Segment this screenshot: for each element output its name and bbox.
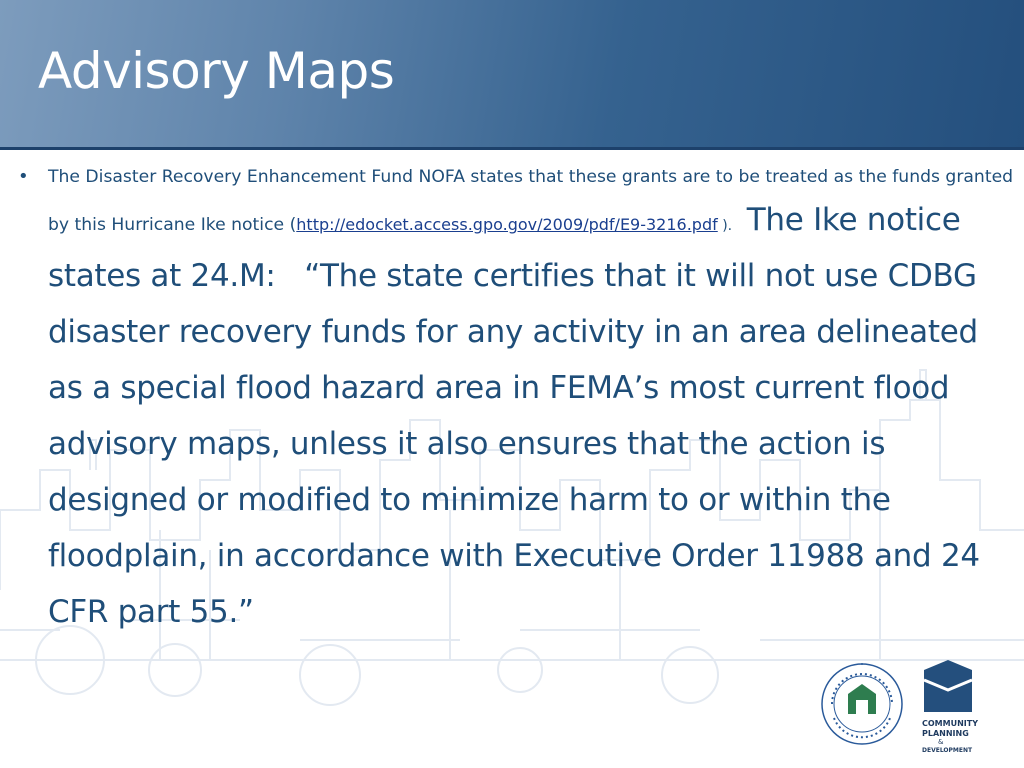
link-close-paren: ). bbox=[717, 218, 733, 234]
hud-seal-logo bbox=[822, 663, 902, 744]
footer-logos bbox=[818, 660, 1018, 760]
cpd-development: DEVELOPMENT bbox=[922, 747, 973, 754]
slide-header bbox=[0, 0, 1024, 150]
ike-notice-lead-text: The Ike notice states at 24.M: bbox=[48, 202, 961, 294]
nofa-intro-text: The Disaster Recovery Enhancement Fund NOFA states that these grants are to be treated as the funds granted by this Hurricane Ike notice ( bbox=[48, 167, 1014, 235]
cpd-logo bbox=[922, 660, 978, 754]
cpd-community: COMMUNITY bbox=[922, 719, 979, 728]
cpd-amp: & bbox=[938, 738, 944, 746]
ike-notice-lead bbox=[48, 202, 980, 630]
bullet-text bbox=[48, 163, 1018, 640]
edocket-link[interactable]: http://edocket.access.gpo.gov/2009/pdf/E9-3216.pdf bbox=[296, 215, 718, 234]
cpd-planning: PLANNING bbox=[922, 729, 969, 738]
slide-body bbox=[18, 163, 1018, 640]
ike-notice-quote: “The state certifies that it will not use CDBG disaster recovery funds for any activity in an area delineated as a special flood hazard area in FEMA’s most current flood advisory maps, unless it also ensures that the action is designed or modified to minimize harm to or within the floodplain, in accordance with Executive Order 11988 and 24 CFR part 55.” bbox=[48, 258, 980, 630]
bullet-item bbox=[18, 163, 1018, 640]
slide-title: Advisory Maps bbox=[38, 42, 395, 100]
bullet-marker: • bbox=[18, 166, 29, 187]
